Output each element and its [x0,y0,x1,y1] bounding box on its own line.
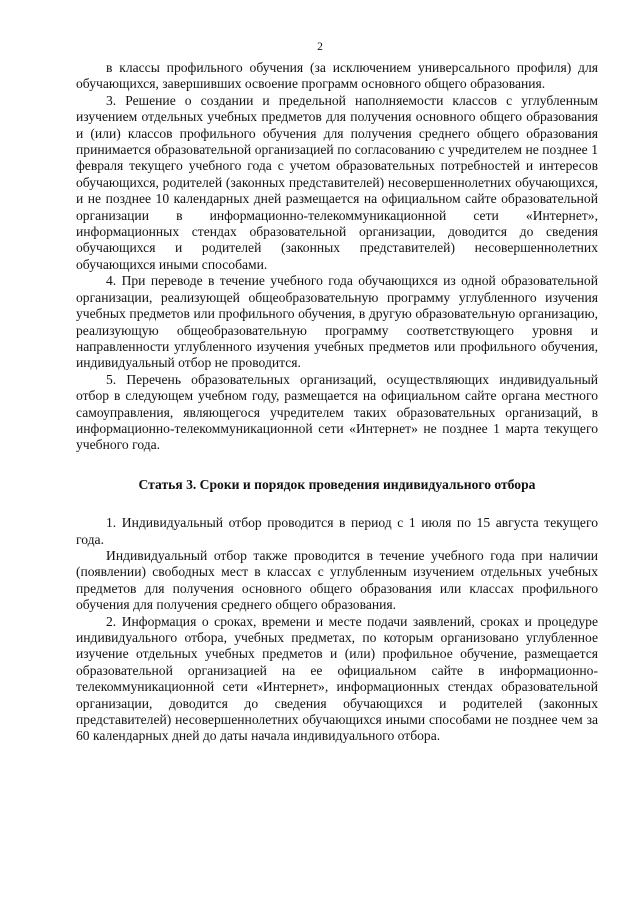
article-3-heading: Статья 3. Сроки и порядок проведения индивидуального отбора [138,476,536,492]
article-3-paragraph-2: 2. Информация о сроках, времени и месте подачи заявлений, сроках и процедуре индивидуального отбора, учебных предметах, по которым организовано углубленное изучение отдельных учебных предметов и (или) профильное обучение, размещается образовательной организацией на ее официальном сайте в информационно-телекоммуникационной сети «Интернет», информационных стендах образовательной организации, доводится до сведения обучающихся и родителей (законных представителей) несовершеннолетних обучающихся иными способами не позднее чем за 60 календарных дней до даты начала индивидуального отбора. [76,613,598,744]
paragraph-item-3: 3. Решение о создании и предельной наполняемости классов с углубленным изучением отдельных учебных предметов для получения основного общего образования и (или) классов профильного обучения для получения среднего общего образования принимается образовательной организацией по согласованию с учредителем не позднее 1 февраля текущего учебного года с учетом образовательных потребностей и интересов обучающихся, родителей (законных представителей) несовершеннолетних обучающихся, и не позднее 10 календарных дней размещается на официальном сайте образовательной организации в информационно-телекоммуникационной сети «Интернет», информационных стендах образовательной организации, доводится до сведения обучающихся и родителей (законных представителей) несовершеннолетних обучающихся иными способами. [76,92,598,272]
article-3-paragraph-1: 1. Индивидуальный отбор проводится в период с 1 июля по 15 августа текущего года. [76,515,598,547]
page-number: 2 [317,41,323,53]
document-body [76,60,598,745]
paragraph-item-5: 5. Перечень образовательных организаций, осуществляющих индивидуальный отбор в следующем учебном году, размещается на официальном сайте органа местного самоуправления, являющегося учредителем таких образовательных организаций, в информационно-телекоммуникационной сети «Интернет» не позднее 1 марта текущего учебного года. [76,371,598,453]
paragraph-continuation: в классы профильного обучения (за исключением универсального профиля) для обучающихся, завершивших освоение программ основного общего образования. [76,60,598,92]
article-3-paragraph-1-cont: Индивидуальный отбор также проводится в течение учебного года при наличии (появлении) свободных мест в классах с углубленным изучением отдельных учебных предметов для получения основного общего образования или классах профильного обучения для получения среднего общего образования. [76,547,598,613]
paragraph-item-4: 4. При переводе в течение учебного года обучающихся из одной образовательной организации, реализующей общеобразовательную программу углубленного изучения учебных предметов или профильного обучения, в другую образовательную организацию, реализующую общеобразовательную программу соответствующего уровня и направленности углубленного изучения учебных предметов или профильного обучения, индивидуальный отбор не проводится. [76,273,598,371]
